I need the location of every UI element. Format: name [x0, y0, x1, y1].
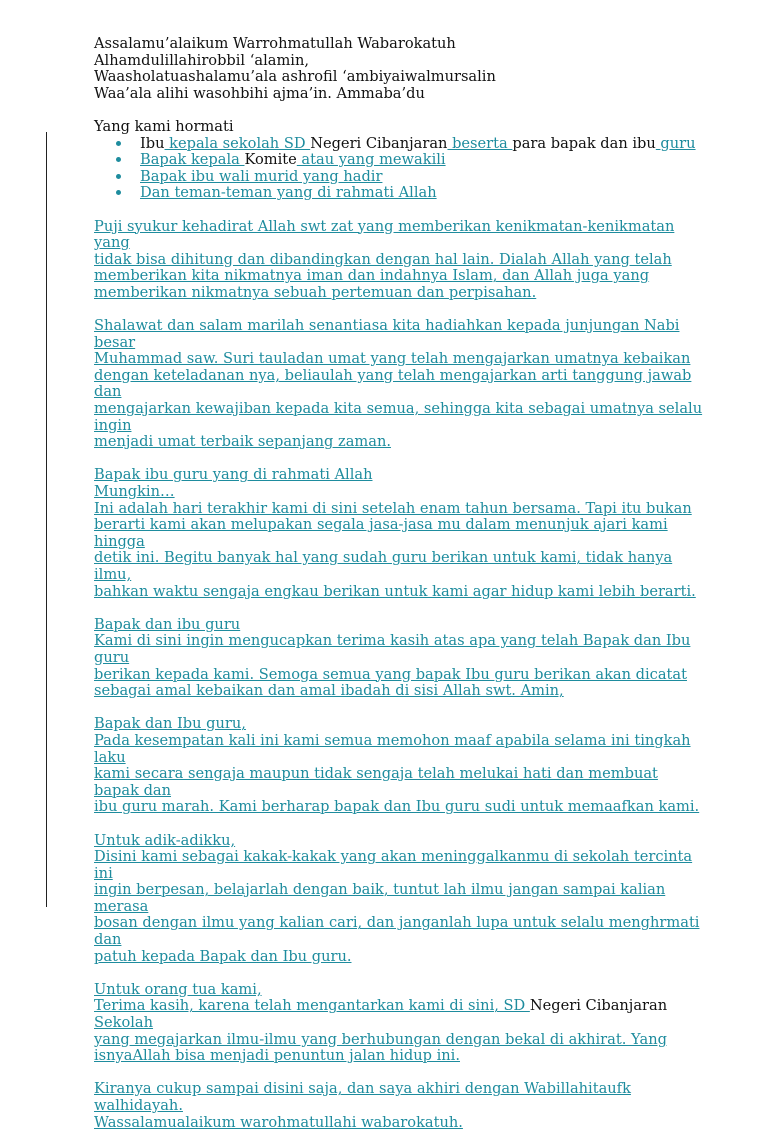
- opening-line: Assalamu’alaikum Warrohmatullah Wabarokatuh: [94, 35, 456, 52]
- paragraph-line: Shalawat dan salam marilah senantiasa kita hadiahkan kepada junjungan Nabi besar: [94, 317, 680, 351]
- parents-paragraph: [94, 982, 704, 1065]
- bullet-icon: [116, 174, 121, 179]
- paragraph: [94, 467, 704, 600]
- bullet-icon: [116, 141, 121, 146]
- closing: [94, 1081, 704, 1131]
- paragraph-line: kami secara sengaja maupun tidak sengaja telah melukai hati dan membuat bapak dan: [94, 765, 658, 799]
- change-bar: [46, 132, 47, 907]
- inserted-text: Sekolah: [94, 1014, 154, 1032]
- paragraph-line: Bapak ibu guru yang di rahmati Allah: [94, 466, 373, 484]
- document-body: [94, 36, 704, 1131]
- text-run: Komite: [244, 151, 297, 169]
- opening-lines: [94, 36, 704, 102]
- opening-line: Waasholatuashalamu’ala ashrofil ‘ambiyaiwalmursalin: [94, 68, 496, 86]
- paragraph-line: Untuk adik-adikku,: [94, 831, 236, 849]
- paragraph-line: Bapak dan Ibu guru,: [94, 715, 246, 733]
- list-item: [94, 136, 704, 153]
- inserted-text: kepala sekolah SD: [164, 134, 311, 152]
- paragraph-line: yang megajarkan ilmu-ilmu yang berhubungan dengan bekal di akhirat. Yang: [94, 1030, 667, 1048]
- paragraph-line: isnyaAllah bisa menjadi penuntun jalan hidup ini.: [94, 1047, 460, 1065]
- paragraph-line: bahkan waktu sengaja engkau berikan untuk kami agar hidup kami lebih berarti.: [94, 582, 696, 600]
- opening-line: Waa’ala alihi wasohbihi ajma’in. Ammaba’du: [94, 84, 425, 102]
- paragraph-line: Disini kami sebagai kakak-kakak yang akan meninggalkanmu di sekolah tercinta ini: [94, 848, 693, 882]
- paragraph-line: dengan keteladanan nya, beliaulah yang telah mengajarkan arti tanggung jawab dan: [94, 366, 692, 401]
- paragraph-line: berikan kepada kami. Semoga semua yang bapak Ibu guru berikan akan dicatat: [94, 665, 687, 683]
- list-item: [94, 152, 704, 169]
- text-run: Ibu: [140, 134, 165, 152]
- paragraph-line: Pada kesempatan kali ini kami semua memohon maaf apabila selama ini tingkah laku: [94, 731, 691, 766]
- paragraph-line: sebagai amal kebaikan dan amal ibadah di sisi Allah swt. Amin,: [94, 682, 564, 700]
- list-item: [94, 185, 704, 202]
- paragraph-line: menjadi umat terbaik sepanjang zaman.: [94, 433, 391, 451]
- paragraph-line: ingin berpesan, belajarlah dengan baik, tuntut lah ilmu jangan sampai kalian merasa: [94, 881, 666, 915]
- paragraph-line: ibu guru marah. Kami berharap bapak dan Ibu guru sudi untuk memaafkan kami.: [94, 798, 700, 816]
- inserted-text: Terima kasih, karena telah mengantarkan kami di sini, SD: [94, 997, 530, 1015]
- inserted-text: beserta: [447, 134, 513, 152]
- paragraph-line: tidak bisa dihitung dan dibandingkan dengan hal lain. Dialah Allah yang telah: [94, 250, 672, 268]
- closing-line: Kiranya cukup sampai disini saja, dan saya akhiri dengan Wabillahitaufk walhidayah.: [94, 1080, 631, 1114]
- closing-line: Wassalamualaikum warohmatullahi wabarokatuh.: [94, 1113, 463, 1131]
- paragraph-line: Untuk orang tua kami,: [94, 980, 262, 998]
- paragraph-line: Bapak dan ibu guru: [94, 615, 241, 633]
- paragraph-line: Ini adalah hari terakhir kami di sini setelah enam tahun bersama. Tapi itu bukan: [94, 499, 692, 517]
- paragraph-line: memberikan nikmatnya sebuah pertemuan dan perpisahan.: [94, 283, 537, 301]
- bullet-icon: [116, 157, 121, 162]
- paragraph-line: detik ini. Begitu banyak hal yang sudah guru berikan untuk kami, tidak hanya ilmu,: [94, 549, 673, 583]
- paragraph-line: patuh kepada Bapak dan Ibu guru.: [94, 947, 352, 965]
- inserted-text: Dan teman-teman yang di rahmati Allah: [140, 184, 437, 202]
- inserted-text: Bapak ibu wali murid yang hadir: [140, 167, 383, 185]
- paragraph: [94, 833, 704, 966]
- greeting: Yang kami hormati: [94, 117, 234, 135]
- paragraph: [94, 318, 704, 451]
- paragraph-line: berarti kami akan melupakan segala jasa-jasa mu dalam menunjuk ajari kami hingga: [94, 516, 668, 550]
- paragraph-line: bosan dengan ilmu yang kalian cari, dan janganlah lupa untuk selalu menghrmati dan: [94, 914, 700, 949]
- paragraph-line: memberikan kita nikmatnya iman dan indahnya Islam, dan Allah juga yang: [94, 267, 650, 285]
- inserted-text: Bapak kepala: [140, 151, 245, 169]
- paragraph: [94, 219, 704, 302]
- inserted-text: guru: [655, 134, 696, 152]
- paragraph: [94, 617, 704, 700]
- text-run: Negeri Cibanjaran: [310, 134, 448, 152]
- paragraph-line: [94, 998, 704, 1031]
- bullet-icon: [116, 190, 121, 195]
- text-run: para bapak dan ibu: [512, 134, 656, 152]
- paragraph-line: Kami di sini ingin mengucapkan terima kasih atas apa yang telah Bapak dan Ibu guru: [94, 632, 691, 666]
- paragraph-line: Puji syukur kehadirat Allah swt zat yang memberikan kenikmatan-kenikmatan yang: [94, 217, 675, 252]
- honorific-list: [94, 136, 704, 202]
- paragraph-line: Muhammad saw. Suri tauladan umat yang telah mengajarkan umatnya kebaikan: [94, 350, 691, 368]
- paragraph-line: mengajarkan kewajiban kepada kita semua, sehingga kita sebagai umatnya selalu ingin: [94, 400, 703, 434]
- opening-line: Alhamdulillahirobbil ‘alamin,: [94, 51, 309, 69]
- paragraph-line: Mungkin…: [94, 483, 175, 501]
- inserted-text: atau yang mewakili: [296, 151, 446, 169]
- list-item: [94, 169, 704, 186]
- text-run: Negeri Cibanjaran: [529, 997, 668, 1015]
- paragraph: [94, 716, 704, 816]
